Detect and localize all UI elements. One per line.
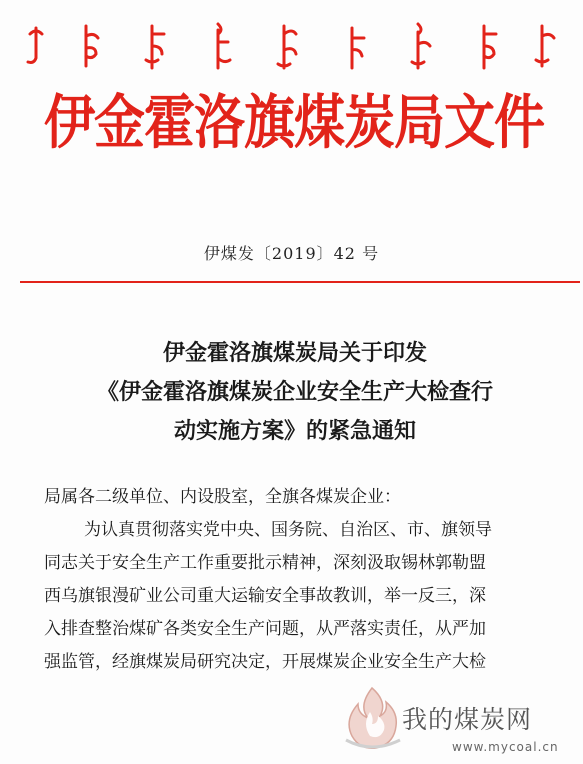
body-paragraph <box>44 514 572 679</box>
paragraph-line: 强监管，经旗煤炭局研究决定，开展煤炭企业安全生产大检 <box>44 652 486 672</box>
paragraph-line: 为认真贯彻落实党中央、国务院、自治区、市、旗领导 <box>84 520 492 540</box>
notice-title-line: 动实施方案》的紧急通知 <box>173 419 416 444</box>
paragraph-line: 西乌旗银漫矿业公司重大运输安全事故教训，举一反三，深 <box>44 586 486 606</box>
site-watermark <box>336 680 576 760</box>
notice-title-line: 伊金霍洛旗煤炭局关于印发 <box>162 341 427 366</box>
mongolian-script-header <box>22 14 562 76</box>
paragraph-line: 同志关于安全生产工作重要批示精神，深刻汲取锡林郭勒盟 <box>44 553 486 573</box>
notice-title <box>40 334 550 451</box>
document-number: 伊煤发〔2019〕42 号 <box>203 244 380 263</box>
header-divider <box>20 281 580 283</box>
salutation: 局属各二级单位、内设股室，全旗各煤炭企业： <box>44 487 401 507</box>
mongolian-script-icon <box>22 14 562 76</box>
paragraph-line: 入排查整治煤矿各类安全生产问题，从严落实责任，从严加 <box>44 619 486 639</box>
agency-header-title: 伊金霍洛旗煤炭局文件 <box>43 89 544 158</box>
notice-title-line: 《伊金霍洛旗煤炭企业安全生产大检查行 <box>96 380 493 405</box>
watermark-site-name: 我的煤炭网 <box>402 705 533 734</box>
flame-logo-icon <box>336 682 406 754</box>
watermark-site-url: www.mycoal.cn <box>452 740 559 754</box>
